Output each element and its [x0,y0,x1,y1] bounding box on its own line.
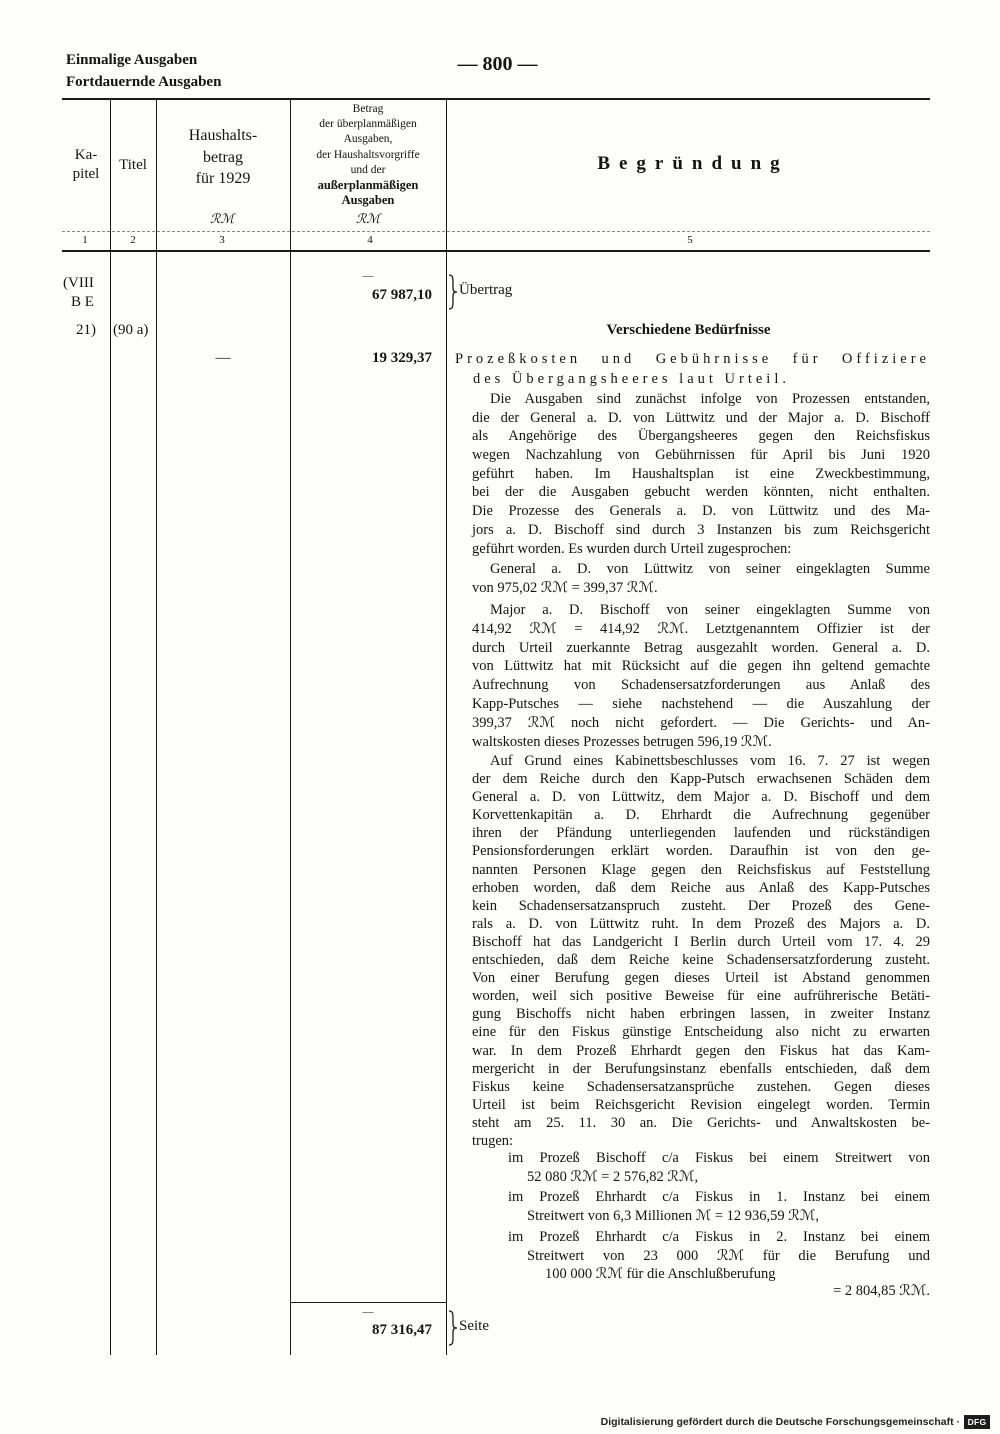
text-line: 414,92 ℛℳ = 414,92 ℛℳ. Letztgenanntem Offizier ist der [472,620,930,637]
header-unit-haushaltsbetrag: ℛℳ [209,211,235,226]
page-number: — 800 — [457,53,538,75]
text-line: bei der die Ausgaben gebucht werden könnten, nicht enthalten. [472,484,930,501]
seite-label: Seite [459,1318,489,1334]
section-title: Verschiedene Bedürfnisse [606,322,771,338]
text-line: im Prozeß Bischoff c/a Fiskus bei einem Streitwert von [508,1150,930,1166]
text-line: Major a. D. Bischoff von seiner eingeklagten Summe von [490,602,930,618]
text-line: nannten Personen Klage gegen den Reichsfiskus auf Feststellung [472,861,930,878]
text-line: Aufrechnung von Schadensersatzforderungen aus Anlaß des [472,677,930,694]
header-dashed-rule [62,231,930,232]
paragraph-4 [472,752,930,1150]
text-line: Streitwert von 6,3 Millionen ℳ = 12 936,59 ℛℳ, [527,1207,820,1224]
sum-rule [290,1302,446,1303]
table-top-rule [62,98,930,100]
category-line-einmalig: Einmalige Ausgaben [66,52,198,68]
header-betrag-line: und der [350,163,386,176]
cost-item-1 [508,1149,930,1186]
paragraph-2 [472,560,930,597]
text-line: entschieden, daß dem Reiche keine Schadensersatzforderung zusteht. [472,952,930,969]
text-line: die der General a. D. von Lüttwitz und der Major a. D. Bischoff [472,409,930,426]
uebertrag-dash: — [362,270,374,282]
text-line: von 975,02 ℛℳ = 399,37 ℛℳ. [472,579,658,596]
column-number: 5 [687,234,693,246]
text-line: General a. D. von Lüttwitz, dem Major a. D. Bischoff und dem [472,789,930,806]
text-line: Die Ausgaben sind zunächst infolge von Prozessen entstanden, [490,391,930,407]
header-unit-betrag: ℛℳ [355,211,381,226]
header-betrag-line: Betrag [352,103,384,115]
text-line: General a. D. von Lüttwitz von seiner eingeklagten Summe [490,561,930,577]
column-number: 2 [130,234,136,246]
header-kapitel-line: Ka- [74,147,98,163]
kapitel-entry: 21) [76,322,96,338]
text-line: rals a. D. von Lüttwitz ruht. In dem Prozeß des Majors a. D. [472,915,930,932]
titel-entry: (90 a) [113,322,149,338]
dfg-logo: DFG [964,1415,990,1429]
header-titel-label: Titel [119,157,147,173]
text-line: kein Schadensersatzanspruch zusteht. Der Prozeß des Gene- [472,897,930,914]
header-kapitel-line: pitel [72,166,100,182]
brace-icon [447,1310,458,1346]
text-line: im Prozeß Ehrhardt c/a Fiskus in 1. Instanz bei einem [508,1189,930,1205]
text-line: waltskosten dieses Prozesses betrugen 596,19 ℛℳ. [472,733,772,750]
text-line: Von einer Berufung gegen dieses Urteil ist Abstand genommen [472,970,930,987]
category-line-fortdauernd: Fortdauernde Ausgaben [66,74,222,90]
text-line: geführt haben. Im Haushaltsplan ist eine Zweckbestimmung, [472,465,930,482]
seite-amount: 87 316,47 [372,1322,432,1338]
text-line: der dem Reiche durch den Kapp-Putsch erwachsenen Schäden dem [472,771,930,788]
header-betrag-line: der Haushaltsvorgriffe [316,148,420,161]
text-line: des Übergangsheeres laut Urteil. [473,371,790,387]
haushaltsbetrag-entry: — [215,350,231,366]
uebertrag-amount: 67 987,10 [372,287,432,303]
item-title [455,349,930,389]
cost-item-3 [508,1228,930,1284]
text-line: von Lüttwitz hat mit Rücksicht auf die gegen ihn geltend gemachte [472,658,930,675]
column-number: 1 [82,234,88,246]
text-line: Auf Grund eines Kabinettsbeschlusses vom 16. 7. 27 ist wegen [490,753,930,769]
header-begruendung: Begründung [597,153,789,174]
text-line: steht am 25. 11. 30 an. Die Gerichts- und Anwaltskosten be- [472,1114,930,1131]
paragraph-3 [472,601,930,751]
text-line: durch Urteil zuerkannte Betrag ausgezahlt worden. General a. D. [472,639,930,656]
header-haushaltsbetrag-line: Haushalts- [188,127,258,144]
betrag-amount: 19 329,37 [372,350,432,366]
header-betrag [290,102,446,208]
text-line: Urteil ist beim Reichsgericht Revision eingelegt worden. Termin [472,1096,930,1113]
header-betrag-line: Ausgaben [341,193,395,208]
text-line: Fiskus keine Schadensersatzansprüche zustehen. Gegen dieses [472,1078,930,1095]
header-haushaltsbetrag [156,125,290,190]
text-line: war. In dem Prozeß Ehrhardt gegen den Fiskus hat das Kam- [472,1042,930,1059]
text-line: Pensionsforderungen erklärt worden. Daraufhin ist von den ge- [472,843,930,860]
text-line: im Prozeß Ehrhardt c/a Fiskus in 2. Instanz bei einem [508,1229,930,1245]
text-line: Korvettenkapitän a. D. Ehrhardt die Aufrechnung gegenüber [472,807,930,824]
text-line: mergericht in der Berufungsinstanz ebenfalls entschieden, daß dem [472,1060,930,1077]
column-divider-2 [156,98,157,1355]
header-titel [110,156,156,175]
column-divider-1 [110,98,111,1355]
header-haushaltsbetrag-line: betrag [203,148,243,166]
seite-dash: — [362,1306,374,1318]
text-line: 52 080 ℛℳ = 2 576,82 ℛℳ, [527,1168,699,1185]
text-line: ihren der Pfändung unterliegenden laufenden und rückständigen [472,825,930,842]
text-line: 399,37 ℛℳ noch nicht gefordert. — Die Gerichts- und An- [472,714,930,731]
text-line: trugen: [472,1132,514,1149]
footer-funding-note: Digitalisierung gefördert durch die Deutsche Forschungsgemeinschaft · [600,1416,960,1428]
text-line: 100 000 ℛℳ für die Anschlußberufung [545,1266,776,1282]
text-line: worden, weil sich positive Beweise für eine aufrührerische Betäti- [472,988,930,1005]
text-line: Kapp-Putsches — siehe nachstehend — die Auszahlung der [472,695,930,712]
text-line: eine für den Fiskus günstige Entscheidung also nicht zu erwarten [472,1024,930,1041]
kapitel-entry: (VIII [63,275,94,291]
text-line: Bischoff hat das Landgericht I Berlin durch Urteil vom 17. 4. 29 [472,933,930,950]
header-betrag-line: Ausgaben, [343,133,393,146]
column-number: 3 [219,234,225,246]
column-number: 4 [367,234,373,246]
text-line: Prozeßkosten und Gebührnisse für Offiziere [455,351,930,367]
cost-total: = 2 804,85 ℛℳ. [833,1283,930,1299]
text-line: gung Bischoffs nicht haben erbringen lassen, in zweiter Instanz [472,1006,930,1023]
text-line: als Angehörige des Übergangsheeres gegen den Reichsfiskus [472,428,930,445]
header-haushaltsbetrag-line: für 1929 [195,170,251,187]
text-line: Die Prozesse des Generals a. D. von Lüttwitz und des Ma- [472,503,930,520]
header-betrag-line: der überplanmäßigen [319,118,417,131]
text-line: Streitwert von 23 000 ℛℳ für die Berufung und [527,1247,930,1264]
text-line: wegen Nachzahlung von Gebührnissen für April bis Juni 1920 [472,447,930,464]
text-line: jors a. D. Bischoff sind durch 3 Instanzen bis zum Reichsgericht [472,521,930,538]
header-kapitel [62,146,110,184]
kapitel-entry: B E [71,294,94,310]
uebertrag-label: Übertrag [459,282,513,298]
paragraph-1 [472,390,930,558]
cost-item-2 [508,1188,930,1225]
header-bottom-rule [62,250,930,252]
brace-icon [447,274,458,310]
text-line: geführt worden. Es wurden durch Urteil zugesprochen: [472,540,792,557]
header-betrag-line: außerplanmäßigen [317,178,419,193]
text-line: erhoben worden, daß dem Reiche aus Anlaß des Kapp-Putsches [472,879,930,896]
